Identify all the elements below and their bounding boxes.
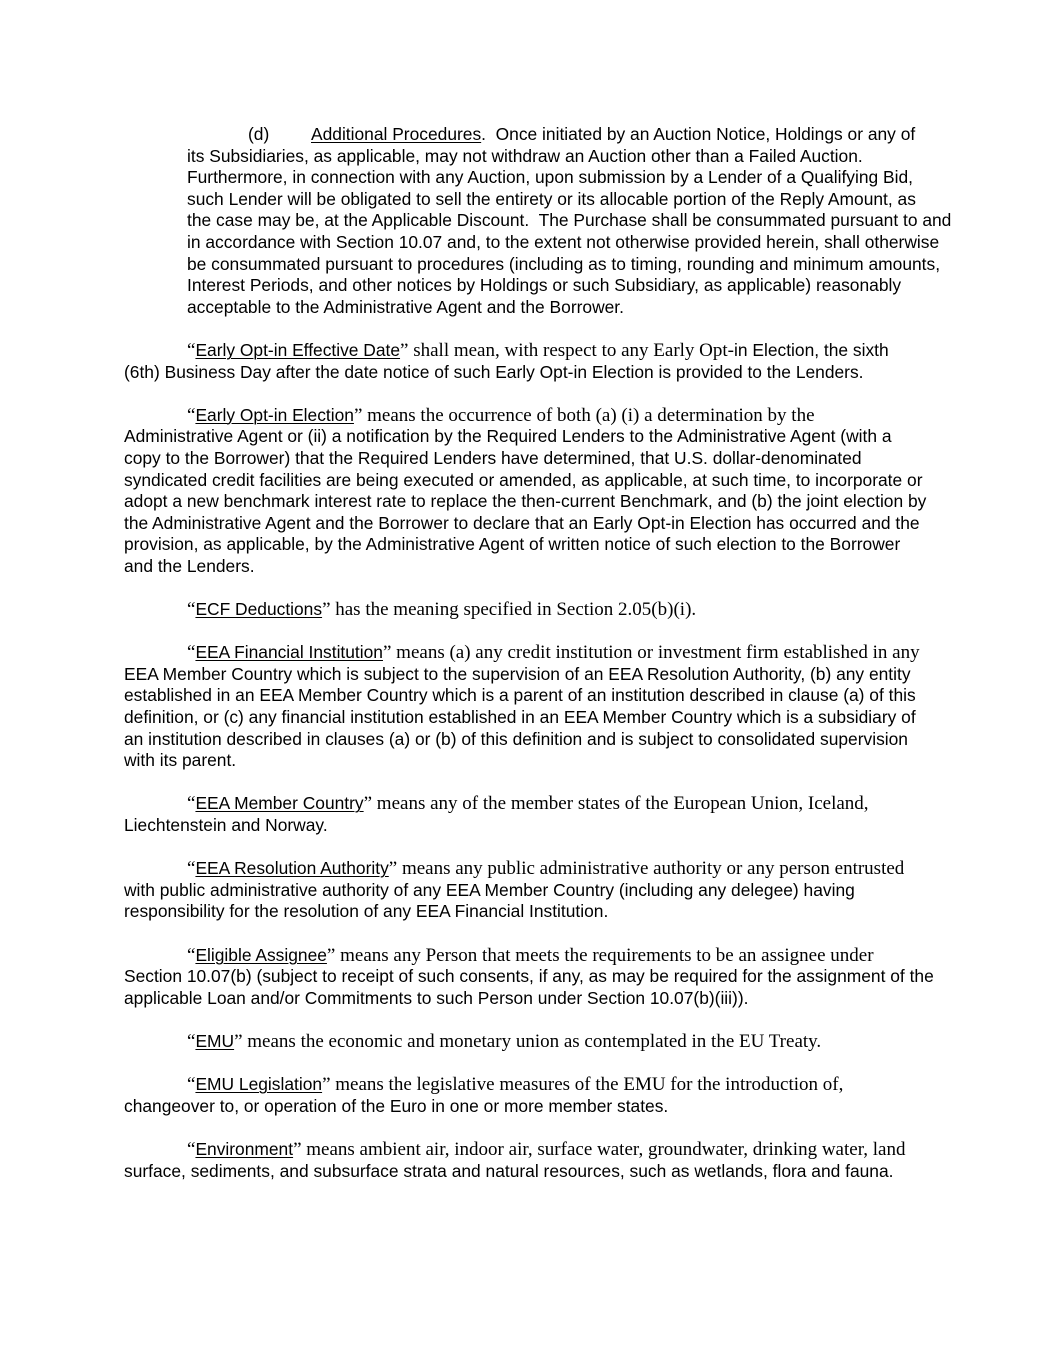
- open-quote: “: [187, 944, 196, 966]
- open-quote: “: [187, 339, 196, 361]
- definition-lead: ” means the occurrence of both (a) (i) a determination by the: [353, 404, 815, 426]
- definition-eea-member-country: [124, 793, 1055, 836]
- definition-ecf-deductions: [124, 599, 1055, 621]
- definition-line: the Administrative Agent and the Borrower to declare that an Early Opt-in Election has occurred and the: [124, 512, 920, 533]
- procedure-first-line: [187, 124, 1055, 146]
- definition-lead-tail: in Election, the sixth: [734, 339, 889, 360]
- procedure-line: the case may be, at the Applicable Discount. The Purchase shall be consummated pursuant to and: [187, 210, 952, 231]
- open-quote: “: [187, 1138, 196, 1160]
- definition-lead: ” means the legislative measures of the EMU for the introduction of,: [322, 1074, 844, 1096]
- procedure-line: such Lender will be obligated to sell the entirety or its allocable portion of the Reply Amount, as: [187, 188, 916, 209]
- open-quote: “: [187, 858, 196, 880]
- clause-label: (d): [248, 124, 270, 144]
- open-quote: “: [187, 793, 196, 815]
- procedure-line: Furthermore, in connection with any Auction, upon submission by a Lender of a Qualifying Bid,: [187, 167, 913, 188]
- definition-first-line: [124, 858, 1055, 880]
- procedure-heading: Additional Procedures: [311, 124, 482, 144]
- definition-line: (6th) Business Day after the date notice of such Early Opt-in Election is provided to the Lenders.: [124, 361, 864, 382]
- definition-first-line: [124, 340, 1055, 362]
- definition-eligible-assignee: [124, 945, 1055, 1010]
- definition-line: with public administrative authority of any EEA Member Country (including any delegee) having: [124, 879, 855, 900]
- definition-line: syndicated credit facilities are being executed or amended, as applicable, at such time, to incorporate or: [124, 469, 923, 490]
- procedure-line: Interest Periods, and other notices by Holdings or such Subsidiary, as applicable) reasonably: [187, 275, 902, 296]
- definition-lead: ” means ambient air, indoor air, surface water, groundwater, drinking water, land: [293, 1138, 906, 1160]
- definition-line: EEA Member Country which is subject to the supervision of an EEA Resolution Authority, (b) any entity: [124, 663, 911, 684]
- definition-emu-legislation: [124, 1074, 1055, 1117]
- procedure-text: . Once initiated by an Auction Notice, Holdings or any of: [481, 124, 916, 144]
- open-quote: “: [187, 599, 196, 621]
- open-quote: “: [187, 642, 196, 664]
- definition-line: an institution described in clauses (a) or (b) of this definition and is subject to consolidated supervision: [124, 728, 908, 749]
- definition-first-line: [124, 1031, 1055, 1053]
- definition-early-opt-in-election: [124, 405, 1055, 578]
- defined-term: ECF Deductions: [195, 599, 323, 620]
- procedure-line: be consummated pursuant to procedures (including as to timing, rounding and minimum amounts,: [187, 253, 941, 274]
- definition-lead: ” means any public administrative authority or any person entrusted: [388, 858, 905, 880]
- definition-line: provision, as applicable, by the Administrative Agent of written notice of such election to the Borrower: [124, 534, 901, 555]
- procedure-line: its Subsidiaries, as applicable, may not withdraw an Auction other than a Failed Auction.: [187, 145, 863, 166]
- definition-lead: ” means the economic and monetary union as contemplated in the EU Treaty.: [234, 1030, 822, 1052]
- procedure-line: in accordance with Section 10.07 and, to the extent not otherwise provided herein, shall otherwise: [187, 231, 940, 252]
- definition-line: established in an EEA Member Country which is a parent of an institution described in clause (a) of this: [124, 685, 916, 706]
- definition-line: Administrative Agent or (ii) a notification by the Required Lenders to the Administrative Agent (with a: [124, 426, 892, 447]
- definition-first-line: [124, 793, 1055, 815]
- defined-term: EEA Financial Institution: [195, 642, 383, 663]
- definition-line: with its parent.: [124, 750, 237, 771]
- definition-lead: ” shall mean, with respect to any Early Opt-: [400, 339, 735, 361]
- definition-line: responsibility for the resolution of any EEA Financial Institution.: [124, 901, 609, 922]
- definition-first-line: [124, 599, 1055, 621]
- definition-line: and the Lenders.: [124, 555, 255, 576]
- definition-line: Liechtenstein and Norway.: [124, 815, 328, 835]
- definition-lead: ” has the meaning specified in Section 2.05(b)(i).: [322, 599, 697, 621]
- definition-line: definition, or (c) any financial institution established in an EEA Member Country which is a subsidiary of: [124, 707, 916, 728]
- defined-term: Early Opt-in Effective Date: [195, 339, 401, 360]
- open-quote: “: [187, 1074, 196, 1096]
- procedure-line: acceptable to the Administrative Agent and the Borrower.: [187, 296, 624, 317]
- additional-procedures-paragraph: [187, 124, 1055, 318]
- definition-eea-resolution-authority: [124, 858, 1055, 923]
- defined-term: EMU Legislation: [195, 1074, 323, 1095]
- defined-term: Environment: [195, 1138, 294, 1159]
- open-quote: “: [187, 404, 196, 426]
- defined-term: Eligible Assignee: [195, 944, 327, 965]
- definition-line: applicable Loan and/or Commitments to such Person under Section 10.07(b)(iii)).: [124, 987, 749, 1008]
- definition-first-line: [124, 642, 1055, 664]
- definition-lead: ” means (a) any credit institution or investment firm established in any: [382, 642, 920, 664]
- definition-eea-financial-institution: [124, 642, 1055, 772]
- defined-term: EMU: [195, 1030, 235, 1051]
- definition-environment: [124, 1139, 1055, 1182]
- definition-first-line: [124, 1139, 1055, 1161]
- definition-first-line: [124, 405, 1055, 427]
- defined-term: Early Opt-in Election: [195, 404, 354, 425]
- defined-term: EEA Member Country: [195, 793, 364, 814]
- definition-line: Section 10.07(b) (subject to receipt of such consents, if any, as may be required for the assignment of the: [124, 966, 934, 987]
- definition-lead: ” means any Person that meets the requirements to be an assignee under: [326, 944, 874, 966]
- definition-early-opt-in-effective-date: [124, 340, 1055, 383]
- definition-line: changeover to, or operation of the Euro in one or more member states.: [124, 1095, 669, 1116]
- definition-line: copy to the Borrower) that the Required Lenders have determined, that U.S. dollar-denominated: [124, 447, 862, 468]
- definition-emu: [124, 1031, 1055, 1053]
- definition-line: adopt a new benchmark interest rate to replace the then-current Benchmark, and (b) the joint election by: [124, 491, 927, 512]
- definition-first-line: [124, 1074, 1055, 1096]
- definition-first-line: [124, 945, 1055, 967]
- definition-line: surface, sediments, and subsurface strata and natural resources, such as wetlands, flora and fauna.: [124, 1160, 894, 1181]
- definition-lead: ” means any of the member states of the European Union, Iceland,: [363, 793, 869, 815]
- defined-term: EEA Resolution Authority: [195, 858, 389, 879]
- document-page: [0, 124, 1055, 1204]
- open-quote: “: [187, 1030, 196, 1052]
